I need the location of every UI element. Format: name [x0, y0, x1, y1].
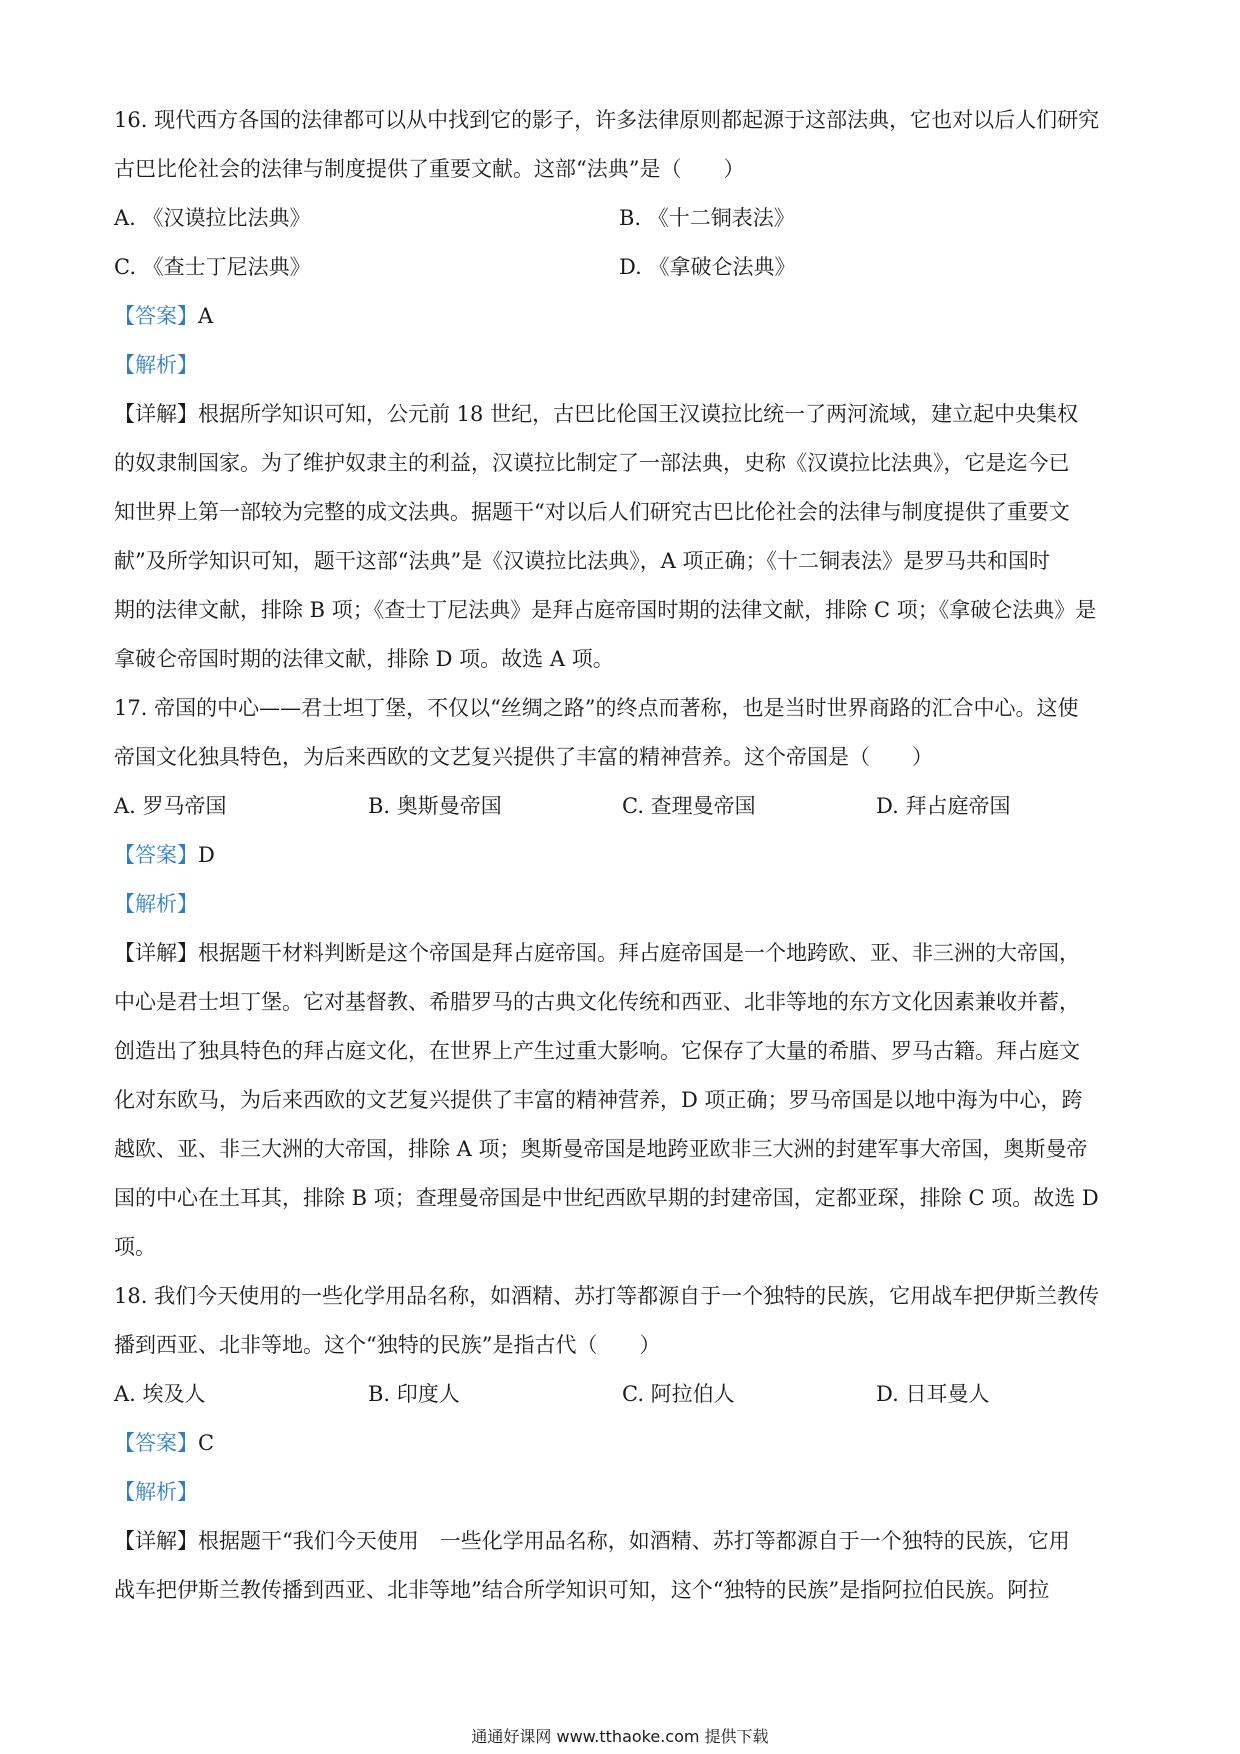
detail-tag: 【详解】	[114, 1529, 198, 1553]
option-a: A. 《汉谟拉比法典》	[114, 206, 311, 230]
question-stem-line: 帝国文化独具特色，为后来西欧的文艺复兴提供了丰富的精神营养。这个帝国是（ ）	[114, 745, 933, 769]
option-a: A. 罗马帝国	[114, 794, 227, 818]
detail-line: 战车把伊斯兰教传播到西亚、北非等地”结合所学知识可知，这个“独特的民族”是指阿拉伯民族。阿拉	[114, 1578, 1050, 1602]
question-17	[114, 684, 1134, 1272]
detail-line	[114, 390, 1134, 439]
detail-line: 期的法律文献，排除 B 项；《查士丁尼法典》是拜占庭帝国时期的法律文献，排除 C 项；《拿破仑法典》是	[114, 598, 1097, 622]
detail-line: 创造出了独具特色的拜占庭文化，在世界上产生过重大影响。它保存了大量的希腊、罗马古籍。拜占庭文	[114, 1039, 1080, 1063]
detail-line	[114, 1517, 1134, 1566]
option-d: D. 日耳曼人	[876, 1382, 990, 1406]
options-row	[114, 194, 1134, 243]
option-b: B. 印度人	[368, 1382, 460, 1406]
detail-tag: 【详解】	[114, 402, 198, 426]
option-c: C. 《查士丁尼法典》	[114, 255, 311, 279]
analysis-line	[114, 341, 1134, 390]
answer-value: D	[198, 843, 215, 867]
detail-line: 中心是君士坦丁堡。它对基督教、希腊罗马的古典文化传统和西亚、北非等地的东方文化因素兼收并蓄，	[114, 990, 1080, 1014]
answer-tag: 【答案】	[114, 843, 198, 867]
options-row	[114, 243, 1134, 292]
analysis-line	[114, 880, 1134, 929]
options-row	[114, 782, 1134, 831]
question-18	[114, 1272, 1134, 1615]
detail-line: 化对东欧马，为后来西欧的文艺复兴提供了丰富的精神营养，D 项正确；罗马帝国是以地中海为中心，跨	[114, 1088, 1083, 1112]
question-16	[114, 96, 1134, 684]
option-b: B. 《十二铜表法》	[619, 206, 795, 230]
option-d: D. 拜占庭帝国	[876, 794, 1011, 818]
answer-line	[114, 831, 1134, 880]
option-c: C. 查理曼帝国	[622, 794, 756, 818]
detail-line: 献”及所学知识可知，题干这部“法典”是《汉谟拉比法典》，A 项正确；《十二铜表法》是罗马共和国时	[114, 549, 1051, 573]
question-stem-line: 17. 帝国的中心——君士坦丁堡，不仅以“丝绸之路”的终点而著称，也是当时世界商路的汇合中心。这使	[114, 696, 1079, 720]
analysis-line	[114, 1468, 1134, 1517]
document-body	[114, 96, 1134, 1615]
analysis-tag: 【解析】	[114, 1480, 198, 1504]
question-stem-line: 古巴比伦社会的法律与制度提供了重要文献。这部“法典”是（ ）	[114, 157, 745, 181]
detail-tag: 【详解】	[114, 941, 198, 965]
answer-line	[114, 292, 1134, 341]
answer-line	[114, 1419, 1134, 1468]
analysis-tag: 【解析】	[114, 353, 198, 377]
option-a: A. 埃及人	[114, 1382, 206, 1406]
option-d: D. 《拿破仑法典》	[619, 255, 796, 279]
detail-text: 根据所学知识可知，公元前 18 世纪，古巴比伦国王汉谟拉比统一了两河流域，建立起中央集权	[198, 402, 1079, 426]
footer-source: 通通好课网 www.tthaoke.com 提供下载	[471, 1727, 769, 1746]
answer-tag: 【答案】	[114, 304, 198, 328]
detail-line: 拿破仑帝国时期的法律文献，排除 D 项。故选 A 项。	[114, 647, 614, 671]
detail-line: 项。	[114, 1235, 156, 1259]
options-row	[114, 1370, 1134, 1419]
analysis-tag: 【解析】	[114, 892, 198, 916]
detail-line: 知世界上第一部较为完整的成文法典。据题干“对以后人们研究古巴比伦社会的法律与制度提供了重要文	[114, 500, 1070, 524]
detail-line: 的奴隶制国家。为了维护奴隶主的利益，汉谟拉比制定了一部法典，史称《汉谟拉比法典》，它是迄今已	[114, 451, 1070, 475]
detail-line: 国的中心在土耳其，排除 B 项；查理曼帝国是中世纪西欧早期的封建帝国，定都亚琛，排除 C 项。故选 D	[114, 1186, 1099, 1210]
detail-text: 根据题干材料判断是这个帝国是拜占庭帝国。拜占庭帝国是一个地跨欧、亚、非三洲的大帝国，	[198, 941, 1080, 965]
question-stem-line: 16. 现代西方各国的法律都可以从中找到它的影子，许多法律原则都起源于这部法典，它也对以后人们研究	[114, 108, 1100, 132]
question-stem-line: 18. 我们今天使用的一些化学用品名称，如酒精、苏打等都源自于一个独特的民族，它用战车把伊斯兰教传	[114, 1284, 1100, 1308]
answer-value: C	[198, 1431, 215, 1455]
question-stem-line: 播到西亚、北非等地。这个“独特的民族”是指古代（ ）	[114, 1333, 661, 1357]
answer-value: A	[198, 304, 214, 328]
option-c: C. 阿拉伯人	[622, 1382, 735, 1406]
detail-line	[114, 929, 1134, 978]
detail-line: 越欧、亚、非三大洲的大帝国，排除 A 项；奥斯曼帝国是地跨亚欧非三大洲的封建军事大帝国，奥斯曼帝	[114, 1137, 1088, 1161]
detail-text: 根据题干“我们今天使用 一些化学用品名称，如酒精、苏打等都源自于一个独特的民族，它用	[198, 1529, 1070, 1553]
answer-tag: 【答案】	[114, 1431, 198, 1455]
option-b: B. 奥斯曼帝国	[368, 794, 502, 818]
